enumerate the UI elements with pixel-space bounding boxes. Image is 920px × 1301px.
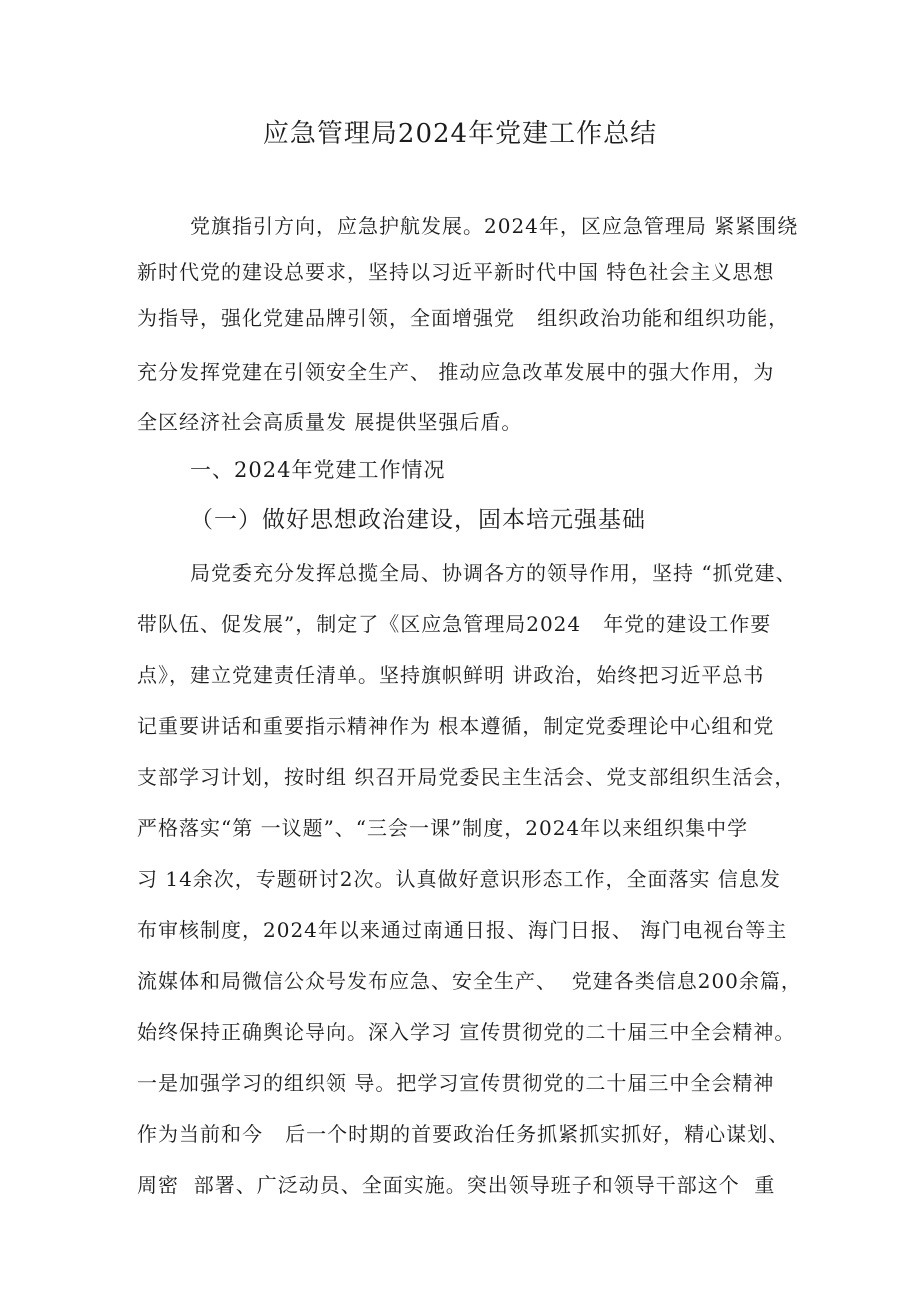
- paragraph-line: 充分发挥党建在引领安全生产、 推动应急改革发展中的强大作用，为: [137, 360, 775, 384]
- paragraph-line: 全区经济社会高质量发 展提供坚强后盾。: [137, 410, 523, 434]
- paragraph-line: 周密 部署、广泛动员、全面实施。突出领导班子和领导干部这个 重: [137, 1173, 776, 1197]
- document-title: 应急管理局2024年党建工作总结: [262, 119, 658, 149]
- paragraph-line: 为指导，强化党建品牌引领，全面增强党 组织政治功能和组织功能，: [137, 306, 790, 330]
- paragraph-line: 记重要讲话和重要指示精神作为 根本遵循，制定党委理论中心组和党: [137, 714, 775, 738]
- paragraph-line: 局党委充分发挥总揽全局、协调各方的领导作用，坚持 “抓党建、: [190, 561, 797, 585]
- paragraph-line: 一是加强学习的组织领 导。把学习宣传贯彻党的二十届三中全会精神: [137, 1071, 775, 1095]
- paragraph-line: 党旗指引方向，应急护航发展。2024年，区应急管理局 紧紧围绕: [190, 214, 799, 238]
- subsection-heading: （一）做好思想政治建设，固本培元强基础: [190, 507, 646, 533]
- paragraph-line: 点》，建立党建责任清单。坚持旗帜鲜明 讲政治，始终把习近平总书: [137, 663, 765, 687]
- paragraph-line: 布审核制度，2024年以来通过南通日报、海门日报、 海门电视台等主: [137, 918, 788, 942]
- paragraph-line: 流媒体和局微信公众号发布应急、安全生产、 党建各类信息200余篇，: [137, 969, 802, 993]
- paragraph-line: 带队伍、促发展”，制定了《区应急管理局2024 年党的建设工作要: [137, 612, 772, 636]
- paragraph-line: 始终保持正确舆论导向。深入学习 宣传贯彻党的二十届三中全会精神。: [137, 1020, 796, 1044]
- paragraph-line: 习 14余次，专题研讨2次。认真做好意识形态工作，全面落实 信息发: [137, 867, 781, 891]
- paragraph-line: 作为当前和今 后一个时期的首要政治任务抓紧抓实抓好，精心谋划、: [137, 1122, 790, 1146]
- paragraph-line: 新时代党的建设总要求，坚持以习近平新时代中国 特色社会主义思想: [137, 260, 775, 284]
- paragraph-line: 支部学习计划，按时组 织召开局党委民主生活会、党支部组织生活会，: [137, 765, 796, 789]
- section-heading: 一、2024年党建工作情况: [190, 458, 446, 482]
- paragraph-line: 严格落实“第 一议题”、“三会一课”制度，2024年以来组织集中学: [137, 816, 749, 840]
